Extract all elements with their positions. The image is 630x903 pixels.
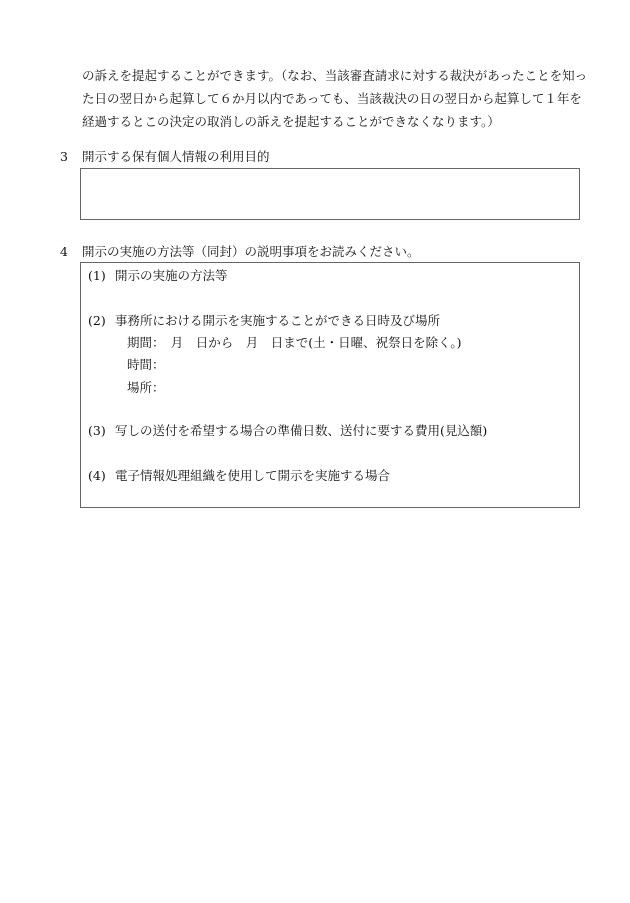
item4-label: 電子情報処理組織を使用して開示を実施する場合 (115, 468, 391, 483)
intro-line-3: 経過するとこの決定の取消しの訴えを提起することができなくなります。） (82, 114, 500, 129)
section3-number: 3 (60, 149, 68, 164)
item3-number: (3) (88, 423, 106, 438)
purpose-field[interactable] (80, 168, 580, 220)
item2-time: 時間： (127, 357, 165, 372)
item4-number: (4) (88, 468, 106, 483)
item2-label: 事務所における開示を実施することができる日時及び場所 (115, 313, 441, 328)
item3-label: 写しの送付を希望する場合の準備日数、送付に要する費用(見込額) (115, 423, 488, 438)
section4-title: 開示の実施の方法等（同封）の説明事項をお読みください。 (82, 244, 420, 259)
section4-number: 4 (60, 244, 68, 259)
intro-line-1: の訴えを提起することができます。（なお、当該審査請求に対する裁決があったことを知っ (82, 68, 588, 83)
item2-period: 期間： 月 日から 月 日まで(土・日曜、祝祭日を除く。) (127, 335, 462, 350)
section3-title: 開示する保有個人情報の利用目的 (82, 149, 270, 164)
intro-line-2: た日の翌日から起算して６か月以内であっても、当該裁決の日の翌日から起算して１年を (82, 91, 582, 106)
item2-place: 場所： (127, 380, 165, 395)
item1-number: (1) (88, 268, 106, 283)
item2-number: (2) (88, 313, 106, 328)
item1-label: 開示の実施の方法等 (115, 268, 228, 283)
